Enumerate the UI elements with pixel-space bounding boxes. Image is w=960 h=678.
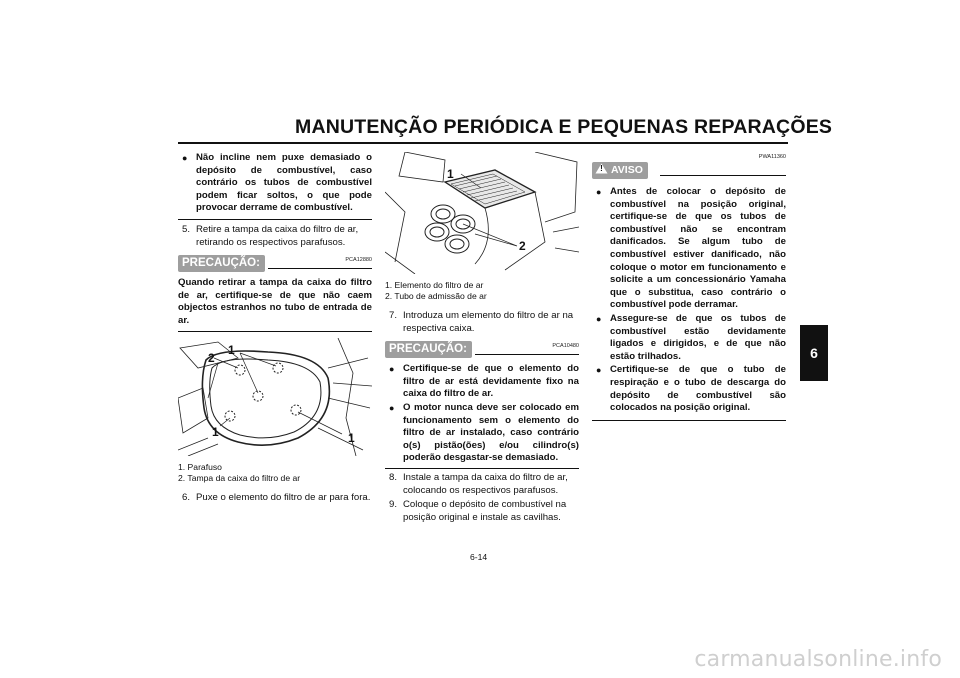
- chapter-tab: 6: [800, 325, 828, 381]
- callout-label: 1: [228, 342, 235, 357]
- page-title: MANUTENÇÃO PERIÓDICA E PEQUENAS REPARAÇÕES: [295, 116, 833, 138]
- warning-rule: [660, 175, 786, 176]
- step-text: Retire a tampa da caixa do filtro de ar, retirando os respectivos parafusos.: [196, 223, 359, 248]
- caption-line: 2. Tampa da caixa do filtro de ar: [178, 472, 301, 483]
- air-filter-figure: [385, 152, 579, 274]
- caption-line: 2. Tubo de admissão de ar: [385, 291, 487, 301]
- caution-badge: PRECAUÇÃO:: [385, 341, 472, 358]
- divider: [592, 420, 786, 421]
- watermark: carmanualsonline.info: [694, 647, 942, 672]
- warning-item-text: Antes de colocar o depósito de combustível na posição original, certifique-se de que os tubos de combustível não se encontram danificados. Se algum tubo de combustível estiver danificado, não coloque o motor em funcionamento e solicite a um concessionário Yamaha que o substitua, caso contrário o combustível pode derramar.: [610, 186, 786, 311]
- air-filter-illustration: [385, 152, 579, 274]
- step-9: [385, 499, 579, 524]
- warning-triangle-icon: [595, 163, 608, 174]
- warning-item: [592, 313, 786, 363]
- caution-code: PCA12880: [345, 257, 372, 264]
- step-text: Instale a tampa da caixa do filtro de ar, colocando os respectivos parafusos.: [403, 471, 568, 496]
- callout-label: 1: [212, 424, 219, 439]
- caption-line: 1. Elemento do filtro de ar: [385, 280, 484, 290]
- step-number: 8.: [389, 471, 398, 483]
- caution-header: [178, 255, 372, 273]
- caution-item: [385, 402, 579, 465]
- divider: [178, 331, 372, 332]
- warning-label: AVISO: [611, 164, 643, 176]
- step-5: [178, 224, 372, 249]
- warning-code-row: [592, 152, 786, 158]
- airbox-cover-figure: [178, 338, 372, 456]
- airbox-cover-illustration: [178, 338, 372, 456]
- figure-caption: [385, 280, 579, 302]
- bullet-icon: ●: [389, 364, 395, 375]
- callout-label: 2: [208, 350, 215, 365]
- warning-item: [592, 186, 786, 312]
- callout-label: 1: [447, 167, 454, 181]
- divider: [178, 219, 372, 220]
- bullet-text: Não incline nem puxe demasiado o depósito de combustível, caso contrário os tubos de combustível podem ficar soltos, o que pode provocar derrame de combustível.: [196, 152, 372, 214]
- caution-badge: PRECAUÇÃO:: [178, 255, 265, 272]
- step-6: [178, 492, 372, 505]
- warning-badge: [592, 162, 648, 179]
- caution-rule: [268, 268, 372, 269]
- caution-rule: [475, 354, 579, 355]
- figure-caption: [178, 462, 372, 484]
- divider: [385, 468, 579, 469]
- bullet-icon: ●: [596, 187, 602, 197]
- warning-code: PWA11360: [758, 154, 786, 160]
- caution-item-text: O motor nunca deve ser colocado em funcionamento sem o elemento do filtro de ar instalado, caso contrário o(s) pistão(ões) e/ou cilindro(s) poderão desgastar-se demasiado.: [403, 401, 579, 464]
- warning-item: [592, 364, 786, 414]
- bullet-icon: ●: [596, 365, 602, 376]
- title-rule: [178, 142, 788, 144]
- bullet-item: [178, 152, 372, 215]
- caution-text: Quando retirar a tampa da caixa do filtro de ar, certifique-se de que não caem objectos estranhos no tubo de entrada de ar.: [178, 277, 372, 326]
- column-2: [385, 152, 579, 524]
- step-text: Puxe o elemento do filtro de ar para fora.: [196, 491, 371, 503]
- bullet-icon: ●: [596, 313, 602, 324]
- step-text: Introduza um elemento do filtro de ar na respectiva caixa.: [403, 310, 574, 334]
- step-number: 9.: [389, 499, 398, 511]
- caution-code: PCA10480: [552, 343, 579, 350]
- step-8: [385, 472, 579, 497]
- step-7: [385, 310, 579, 335]
- warning-item-text: Certifique-se de que o tubo de respiração e o tubo de descarga do depósito de combustível são colocados na posição original.: [610, 364, 786, 414]
- step-text: Coloque o depósito de combustível na posição original e instale as cavilhas.: [403, 499, 567, 523]
- caption-line: 1. Parafuso: [178, 461, 222, 472]
- caution-header: [385, 341, 579, 359]
- caution-item: [385, 363, 579, 401]
- column-3: [592, 152, 786, 421]
- column-1: [178, 152, 372, 504]
- caution-item-text: Certifique-se de que o elemento do filtro de ar está devidamente fixo na caixa do filtro de ar.: [403, 363, 579, 400]
- warning-symbol: !: [600, 164, 603, 173]
- step-number: 7.: [389, 310, 398, 321]
- warning-item-text: Assegure-se de que os tubos de combustível estão devidamente ligados e dirigidos, e de que não estão trilhados.: [610, 312, 786, 362]
- page-number: 6-14: [470, 552, 488, 562]
- warning-header: [592, 162, 786, 180]
- bullet-icon: ●: [182, 153, 188, 163]
- step-number: 5.: [182, 223, 191, 235]
- step-number: 6.: [182, 491, 191, 503]
- callout-label: 2: [519, 239, 526, 253]
- bullet-icon: ●: [389, 402, 395, 413]
- callout-label: 1: [348, 430, 355, 445]
